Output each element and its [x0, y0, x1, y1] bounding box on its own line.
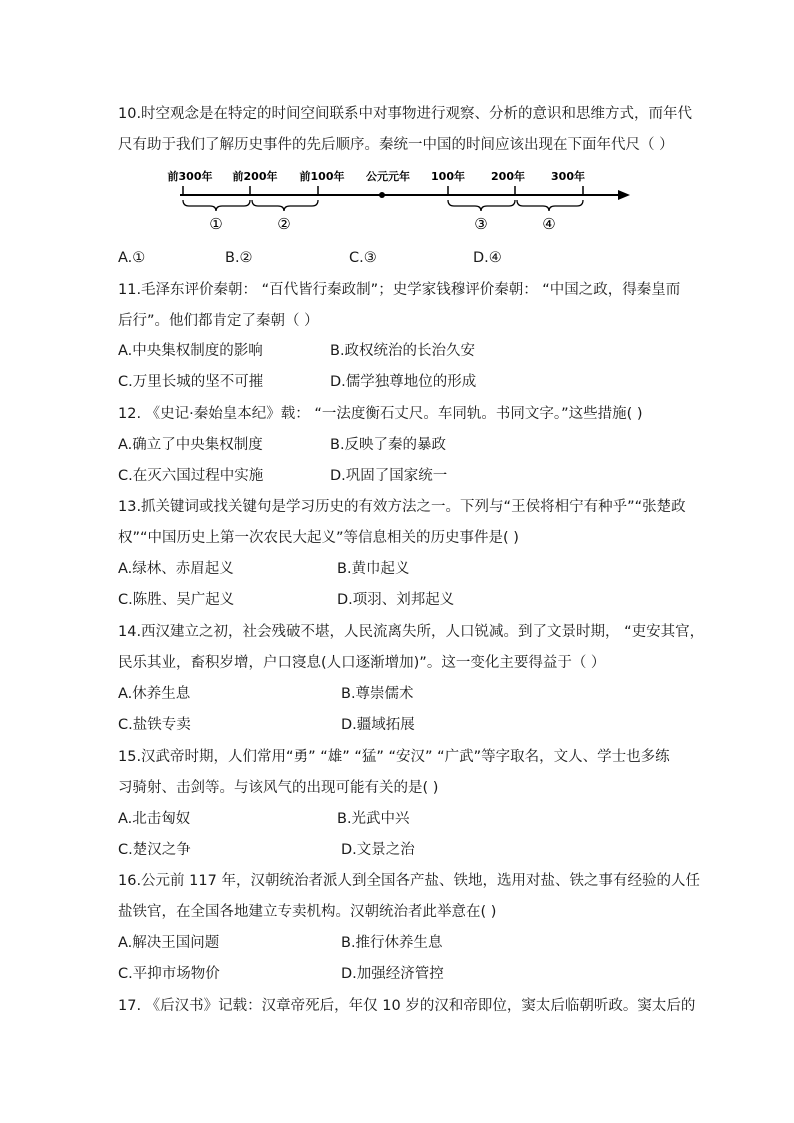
option-b: B.推行休养生息	[341, 935, 443, 951]
question-14-line-2: 民乐其业，畜积岁增，户口寖息(人口逐渐增加)”。这一变化主要得益于（ ）	[118, 655, 606, 671]
segment-brace-2	[252, 200, 318, 211]
question-11-line-2: 后行”。他们都肯定了秦朝（ ）	[118, 313, 319, 329]
origin-dot	[379, 192, 385, 198]
option-a: A.北击匈奴	[118, 811, 191, 827]
question-16-line-2: 盐铁官，在全国各地建立专卖机构。汉朝统治者此举意在( )	[118, 904, 497, 920]
option-b: B.光武中兴	[337, 811, 410, 827]
question-10-line-2: 尺有助于我们了解历史事件的先后顺序。秦统一中国的时间应该出现在下面年代尺（ ）	[118, 137, 674, 153]
question-13-line-1: 13.抓关键词或找关键句是学习历史的有效方法之一。下列与“王侯将相宁有种乎”“张楚政	[118, 499, 686, 515]
question-15-line-2: 习骑射、击剑等。与该风气的出现可能有关的是( )	[118, 780, 439, 796]
option-c: C.在灭六国过程中实施	[118, 468, 264, 484]
tick-label: 200年	[491, 170, 525, 183]
tick-label: 前300年	[167, 170, 213, 183]
option-d: D.项羽、刘邦起义	[337, 592, 455, 608]
option-c: C.楚汉之争	[118, 842, 191, 858]
question-14-line-1: 14.西汉建立之初，社会残破不堪，人民流离失所，人口锐减。到了文景时期， “吏安其官，	[118, 624, 705, 640]
option-b: B.尊崇儒术	[341, 686, 414, 702]
option-a: A.中央集权制度的影响	[118, 343, 263, 359]
tick-label: 300年	[551, 170, 585, 183]
tick-label: 前200年	[232, 170, 278, 183]
question-12-line-1: 12. 《史记·秦始皇本纪》载： “一法度衡石丈尺。车同轨。书同文字。”这些措施( )	[118, 406, 643, 422]
option-a: A.绿林、赤眉起义	[118, 561, 234, 577]
segment-brace-4	[517, 200, 583, 211]
tick-label: 公元元年	[366, 170, 410, 183]
question-13-line-2: 权”“中国历史上第一次农民大起义”等信息相关的历史事件是( )	[118, 530, 519, 546]
option-d: D.文景之治	[341, 842, 415, 858]
option-a: A.解决王国问题	[118, 935, 220, 951]
option-c: C.平抑市场物价	[118, 966, 220, 982]
segment-label: ③	[474, 215, 488, 233]
option-c: C.③	[349, 250, 377, 266]
option-a: A.休养生息	[118, 686, 191, 702]
option-d: D.加强经济管控	[341, 966, 444, 982]
question-11-line-1: 11.毛泽东评价秦朝： “百代皆行秦政制”；史学家钱穆评价秦朝： “中国之政，得秦皇而	[118, 282, 681, 298]
option-a: A.确立了中央集权制度	[118, 437, 263, 453]
option-c: C.盐铁专卖	[118, 717, 191, 733]
option-c: C.陈胜、吴广起义	[118, 592, 235, 608]
option-c: C.万里长城的坚不可摧	[118, 374, 264, 390]
question-17-line-1: 17. 《后汉书》记载：汉章帝死后，年仅 10 岁的汉和帝即位，窦太后临朝听政。窦太后的	[118, 998, 696, 1014]
option-d: D.④	[473, 250, 502, 266]
timeline-diagram	[160, 162, 640, 234]
question-16-line-1: 16.公元前 117 年，汉朝统治者派人到全国各产盐、铁地，选用对盐、铁之事有经验的人任	[118, 873, 700, 889]
segment-brace-1	[183, 200, 250, 211]
segment-label: ④	[542, 215, 556, 233]
option-b: B.反映了秦的暴政	[330, 437, 447, 453]
option-d: D.疆域拓展	[341, 717, 415, 733]
option-a: A.①	[118, 250, 146, 266]
option-b: B.政权统治的长治久安	[330, 343, 476, 359]
question-15-line-1: 15.汉武帝时期，人们常用“勇” “雄” “猛” “安汉” “广武”等字取名，文人、学士也多练	[118, 749, 670, 765]
option-d: D.儒学独尊地位的形成	[330, 374, 477, 390]
tick-label: 前100年	[299, 170, 345, 183]
question-10-line-1: 10.时空观念是在特定的时间空间联系中对事物进行观察、分析的意识和思维方式，而年代	[118, 106, 693, 122]
tick-label: 100年	[431, 170, 465, 183]
segment-label: ①	[209, 215, 223, 233]
option-b: B.黄巾起义	[337, 561, 410, 577]
segment-label: ②	[277, 215, 291, 233]
option-b: B.②	[225, 250, 253, 266]
timeline-arrow	[618, 190, 630, 200]
segment-brace-3	[448, 200, 515, 211]
option-d: D.巩固了国家统一	[330, 468, 448, 484]
